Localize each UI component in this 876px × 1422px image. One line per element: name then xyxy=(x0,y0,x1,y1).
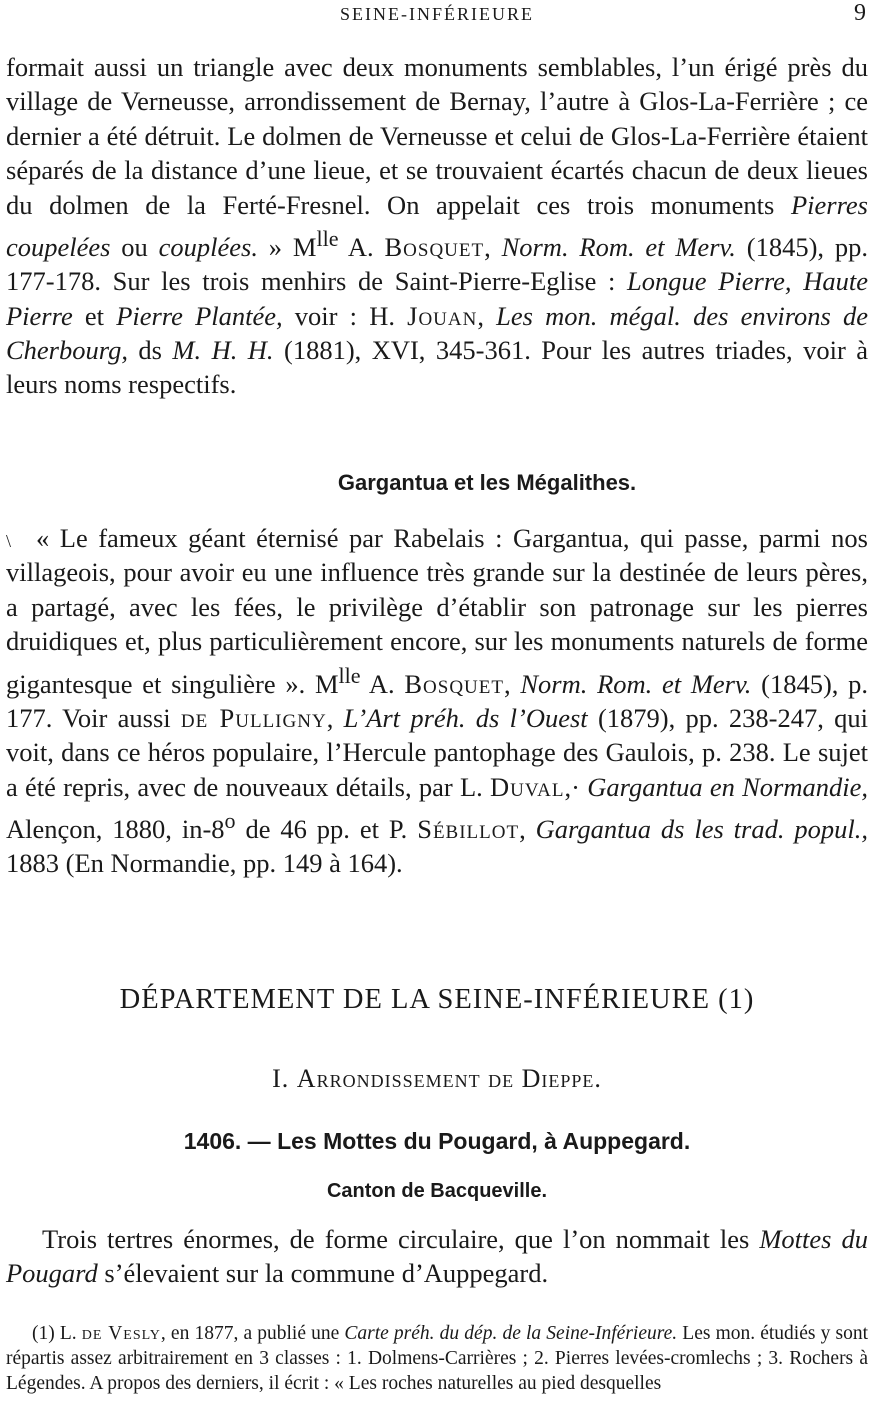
paragraph-dolmen-triad: formait aussi un triangle avec deux monuments semblables, l’un érigé près du village de Verneusse, arrondissement de Bernay, l’autre à Glos-La-Ferrière ; ce dernier a été détruit. Le dolmen de Verneusse et celui de Glos-La-Ferrière étaient séparés de la distance d’une lieue, et se trouvaient écartés chacun de deux lieues du dolmen de la Ferté-Fresnel. On appelait ces trois monuments Pierres coupelées ou couplées. » $M^{lle}$ A. Bosquet, Norm. Rom. et Merv. (1845), pp. 177-178. Sur les trois menhirs de Saint-Pierre-Eglise : Longue Pierre, Haute Pierre et Pierre Plantée, voir : H. Jouan, Les mon. mégal. des environs de Cherbourg, ds M. H. H. (1881), XVI, 345-361. Pour les autres triades, voir à leurs noms respectifs. xyxy=(6,52,869,400)
department-heading: DÉPARTEMENT DE LA SEINE-INFÉRIEURE (1) xyxy=(119,984,755,1015)
entry-heading-1406: 1406. — Les Mottes du Pougard, à Auppegard. xyxy=(183,1128,691,1154)
arrondissement-heading: I. Arrondissement de Dieppe. xyxy=(272,1064,602,1093)
page-number: 9 xyxy=(854,0,866,26)
margin-mark: \ xyxy=(6,531,12,551)
paragraph-mottes: Trois tertres énormes, de forme circulaire, que l’on nommait les Mottes du Pougard s’élevaient sur la commune d’Auppegard. xyxy=(6,1224,869,1288)
section-heading-gargantua: Gargantua et les Mégalithes. xyxy=(337,470,637,495)
canton-heading: Canton de Bacqueville. xyxy=(326,1180,548,1202)
footnote-1: (1) L. de Vesly, en 1877, a publié une Carte préh. du dép. de la Seine-Inférieure. Les mon. étudiés y sont répartis assez arbitrairement en 3 classes : 1. Dolmens-Carrières ; 2. Pierres levées-cromlechs ; 3. Rochers à Légendes. A propos des derniers, il écrit : « Les roches naturelles au pied desquelles xyxy=(6,1323,868,1394)
running-title: SEINE-INFÉRIEURE xyxy=(340,4,534,24)
running-head xyxy=(6,2,868,28)
paragraph-gargantua: « Le fameux géant éternisé par Rabelais : Gargantua, qui passe, parmi nos villageois, pour avoir eu une influence très grande sur la destinée de leurs pères, a partagé, avec les fées, le privilège d’établir son patronage sur les pierres druidiques et, plus particulièrement encore, sur les monuments naturels de forme gigantesque et singulière ». $M^{lle}$ A. Bosquet, Norm. Rom. et Merv. (1845), p. 177. Voir aussi de Pulligny, L’Art préh. ds l’Ouest (1879), pp. 238-247, qui voit, dans ce héros populaire, l’Hercule pantophage des Gaulois, p. 238. Le sujet a été repris, avec de nouveaux détails, par L. Duval,· Gargantua en Normandie, Alençon, 1880, in-8$^o$ de 46 pp. et P. Sébillot, Gargantua ds les trad. popul., 1883 (En Normandie, pp. 149 à 164). xyxy=(6,523,868,879)
